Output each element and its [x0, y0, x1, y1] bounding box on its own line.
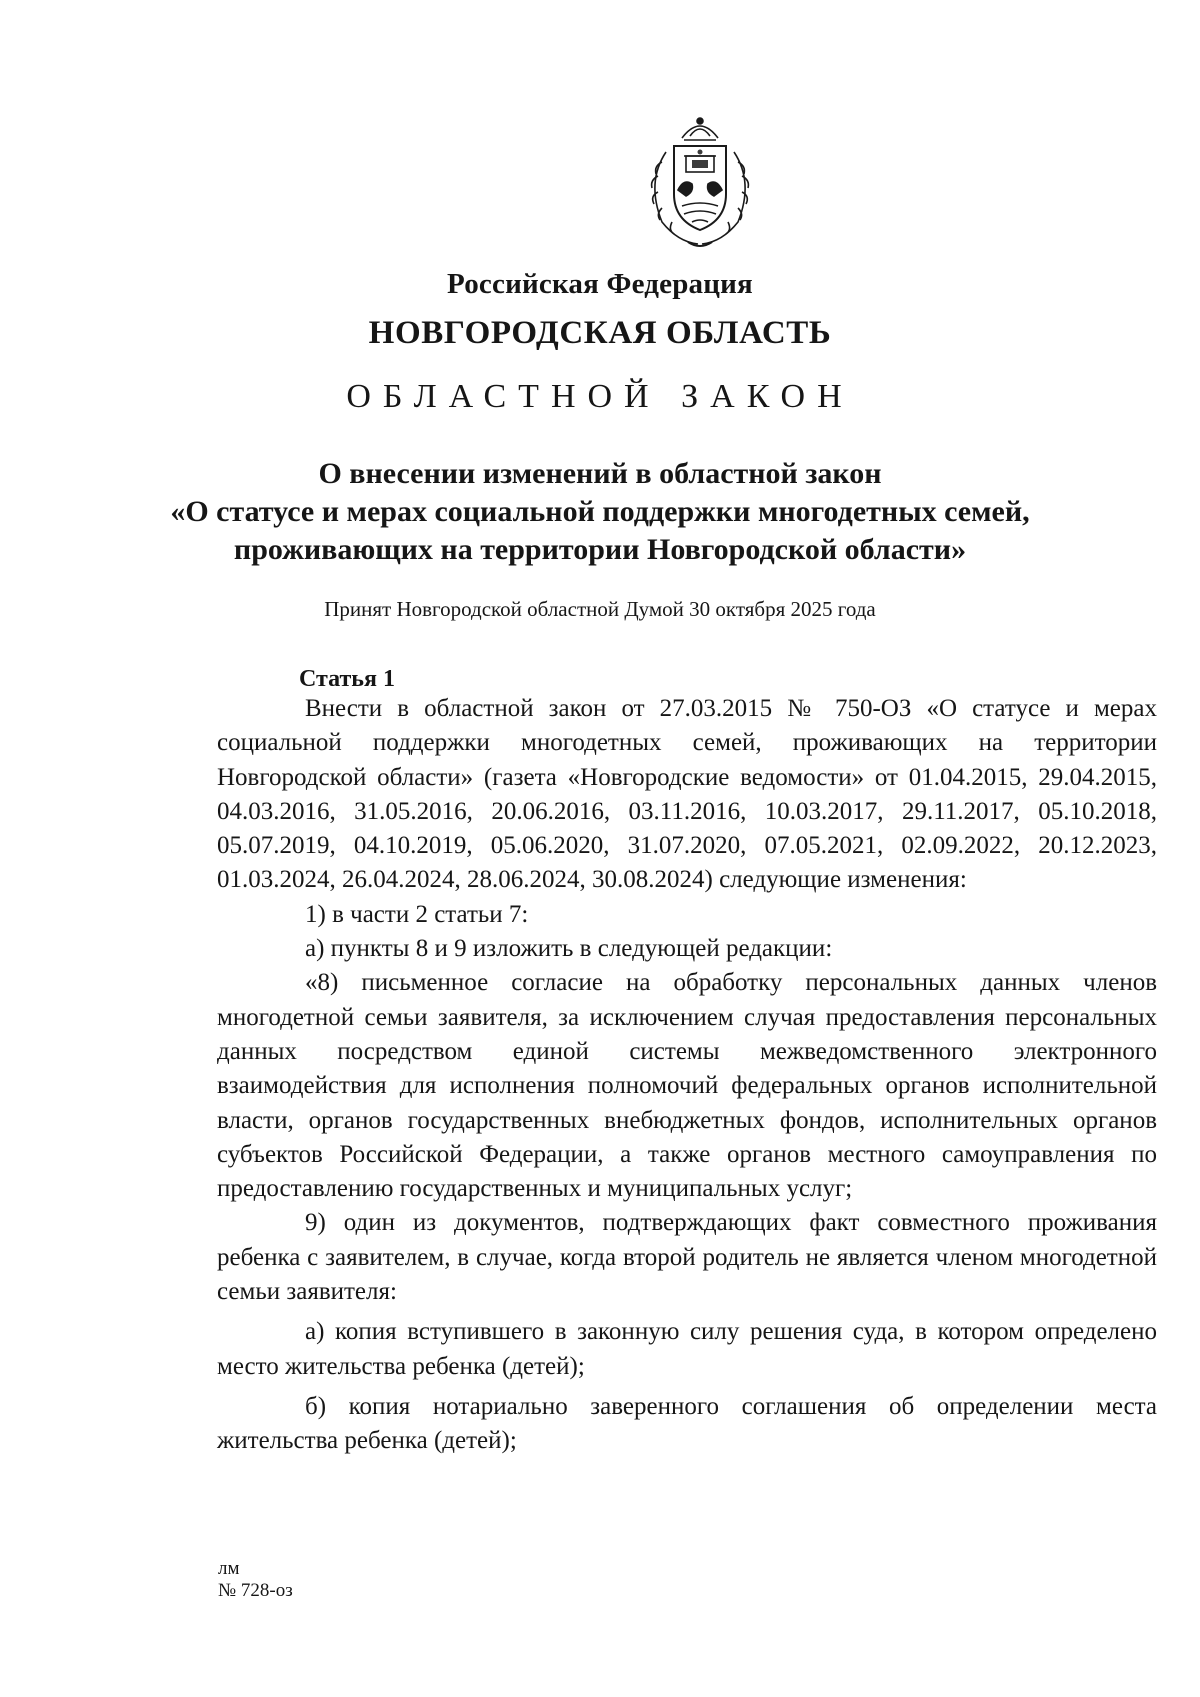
law-title-line: О внесении изменений в областной закон	[318, 457, 882, 490]
footer-doc-number: № 728-оз	[218, 1580, 293, 1601]
law-title-line: «О статусе и мерах социальной поддержки многодетных семей,	[170, 495, 1030, 528]
document-footer	[218, 1558, 293, 1602]
footer-initials: лм	[218, 1558, 240, 1579]
law-title	[0, 455, 1200, 569]
article-paragraph: «8) письменное согласие на обработку персональных данных членов многодетной семьи заявителя, за исключением случая предоставления персональных данных посредством единой системы межведомственного электронного взаимодействия для исполнения полномочий федеральных органов исполнительной власти, органов государственных внебюджетных фондов, исполнительных органов субъектов Российской Федерации, а также органов местного самоуправления по предоставлению государственных и муниципальных услуг;	[217, 969, 1157, 1203]
adoption-note: Принят Новгородской областной Думой 30 октября 2025 года	[324, 597, 876, 621]
article-paragraph: 1) в части 2 статьи 7:	[305, 900, 529, 928]
region-heading: НОВГОРОДСКАЯ ОБЛАСТЬ	[368, 315, 832, 351]
document-type-heading: ОБЛАСТНОЙ ЗАКОН	[346, 378, 854, 415]
law-title-line: проживающих на территории Новгородской области»	[233, 533, 967, 566]
novgorod-coat-of-arms-icon	[626, 112, 774, 250]
article-paragraph: а) пункты 8 и 9 изложить в следующей редакции:	[305, 935, 833, 963]
article-paragraph: б) копия нотариально заверенного соглашения об определении места жительства ребенка (детей);	[217, 1392, 1157, 1455]
article-paragraph: 9) один из документов, подтверждающих факт совместного проживания ребенка с заявителем, в случае, когда второй родитель не является членом многодетной семьи заявителя:	[217, 1209, 1157, 1306]
article-heading: Статья 1	[299, 666, 395, 692]
article-paragraph: Внести в областной закон от 27.03.2015 № 750-ОЗ «О статусе и мерах социальной поддержки многодетных семей, проживающих на территории Новгородской области» (газета «Новгородские ведомости» от 01.04.2015, 29.04.2015, 04.03.2016, 31.05.2016, 20.06.2016, 03.11.2016, 10.03.2017, 29.11.2017, 05.10.2018, 05.07.2019, 04.10.2019, 05.06.2020, 31.07.2020, 07.05.2021, 02.09.2022, 20.12.2023, 01.03.2024, 26.04.2024, 28.06.2024, 30.08.2024) следующие изменения:	[217, 695, 1157, 894]
article-paragraph: а) копия вступившего в законную силу решения суда, в котором определено место жительства ребенка (детей);	[217, 1318, 1157, 1380]
article-body	[217, 692, 1157, 1459]
country-heading: Российская Федерация	[447, 268, 753, 300]
